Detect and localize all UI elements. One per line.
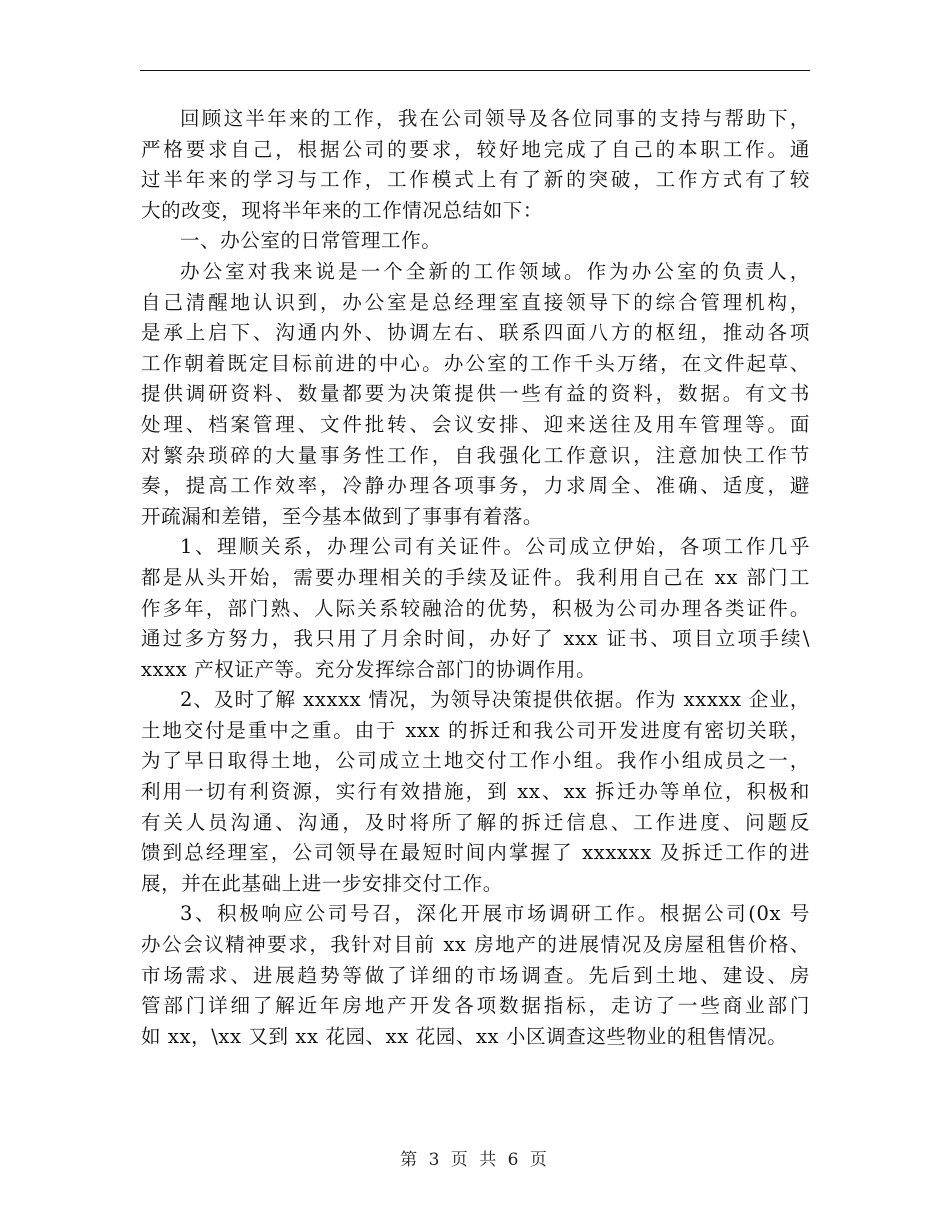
text-line: 大的改变，现将半年来的工作情况总结如下： [141, 198, 544, 222]
text-line: 为了早日取得土地，公司成立土地交付工作小组。我作小组成员之一， [141, 749, 810, 773]
text-line: 奏，提高工作效率，冷静办理各项事务，力求周全、准确、适度，避 [141, 474, 810, 498]
text-line: 办公会议精神要求，我针对目前 xx 房地产的进展情况及房屋租售价格、 [141, 933, 810, 957]
header-rule [140, 70, 810, 71]
text-line: 都是从头开始，需要办理相关的手续及证件。我利用自己在 xx 部门工 [141, 565, 810, 589]
text-line: 工作朝着既定目标前进的中心。办公室的工作千头万绪，在文件起草、 [141, 351, 810, 375]
text-line: 处理、档案管理、文件批转、会议安排、迎来送往及用车管理等。面 [141, 412, 810, 436]
text-line: 2、及时了解 xxxxx 情况，为领导决策提供依据。作为 xxxxx 企业， [180, 688, 810, 712]
text-line: 管部门详细了解近年房地产开发各项数据指标，走访了一些商业部门 [141, 994, 810, 1018]
text-line: 有关人员沟通、沟通，及时将所了解的拆迁信息、工作进度、问题反 [141, 810, 810, 834]
text-line: 1、理顺关系，办理公司有关证件。公司成立伊始，各项工作几乎 [180, 535, 810, 559]
paragraph-intro [141, 104, 810, 226]
text-line: 一、办公室的日常管理工作。 [180, 229, 442, 253]
text-line: 3、积极响应公司号召，深化开展市场调研工作。根据公司(0x 号 [180, 902, 810, 926]
text-line: 提供调研资料、数量都要为决策提供一些有益的资料，数据。有文书 [141, 382, 810, 406]
text-line: 土地交付是重中之重。由于 xxx 的拆迁和我公司开发进度有密切关联， [141, 718, 810, 742]
text-line: 如 xx，\xx 又到 xx 花园、xx 花园、xx 小区调查这些物业的租售情况。 [141, 1024, 788, 1048]
text-line: 过半年来的学习与工作，工作模式上有了新的突破，工作方式有了较 [141, 168, 810, 192]
text-line: 作多年，部门熟、人际关系较融洽的优势，积极为公司办理各类证件。 [141, 596, 810, 620]
text-line: 馈到总经理室，公司领导在最短时间内掌握了 xxxxxx 及拆迁工作的进 [141, 841, 810, 865]
text-line: 市场需求、进展趋势等做了详细的市场调查。先后到土地、建设、房 [141, 963, 810, 987]
paragraph-office-overview [141, 257, 810, 532]
text-line: 利用一切有利资源，实行有效措施，到 xx、xx 拆迁办等单位，积极和 [141, 780, 810, 804]
text-line: 严格要求自己，根据公司的要求，较好地完成了自己的本职工作。通 [141, 137, 810, 161]
paragraph-item-3 [141, 899, 810, 1052]
text-line: 通过多方努力，我只用了月余时间，办好了 xxx 证书、项目立项手续\ [141, 627, 810, 651]
paragraph-item-2 [141, 685, 810, 899]
text-line: 自己清醒地认识到，办公室是总经理室直接领导下的综合管理机构， [141, 290, 810, 314]
text-line: 办公室对我来说是一个全新的工作领域。作为办公室的负责人， [180, 259, 810, 283]
text-line: xxxx 产权证产等。充分发挥综合部门的协调作用。 [141, 657, 597, 681]
text-line: 对繁杂琐碎的大量事务性工作，自我强化工作意识，注意加快工作节 [141, 443, 810, 467]
text-line: 开疏漏和差错，至今基本做到了事事有着落。 [141, 504, 544, 528]
page-number-footer: 第 3 页 共 6 页 [400, 1150, 550, 1170]
document-body [141, 104, 810, 1052]
text-line: 是承上启下、沟通内外、协调左右、联系四面八方的枢纽，推动各项 [141, 321, 810, 345]
text-line: 展，并在此基础上进一步安排交付工作。 [141, 871, 503, 895]
text-line: 回顾这半年来的工作，我在公司领导及各位同事的支持与帮助下， [180, 107, 810, 130]
section-heading [141, 226, 810, 257]
paragraph-item-1 [141, 532, 810, 685]
